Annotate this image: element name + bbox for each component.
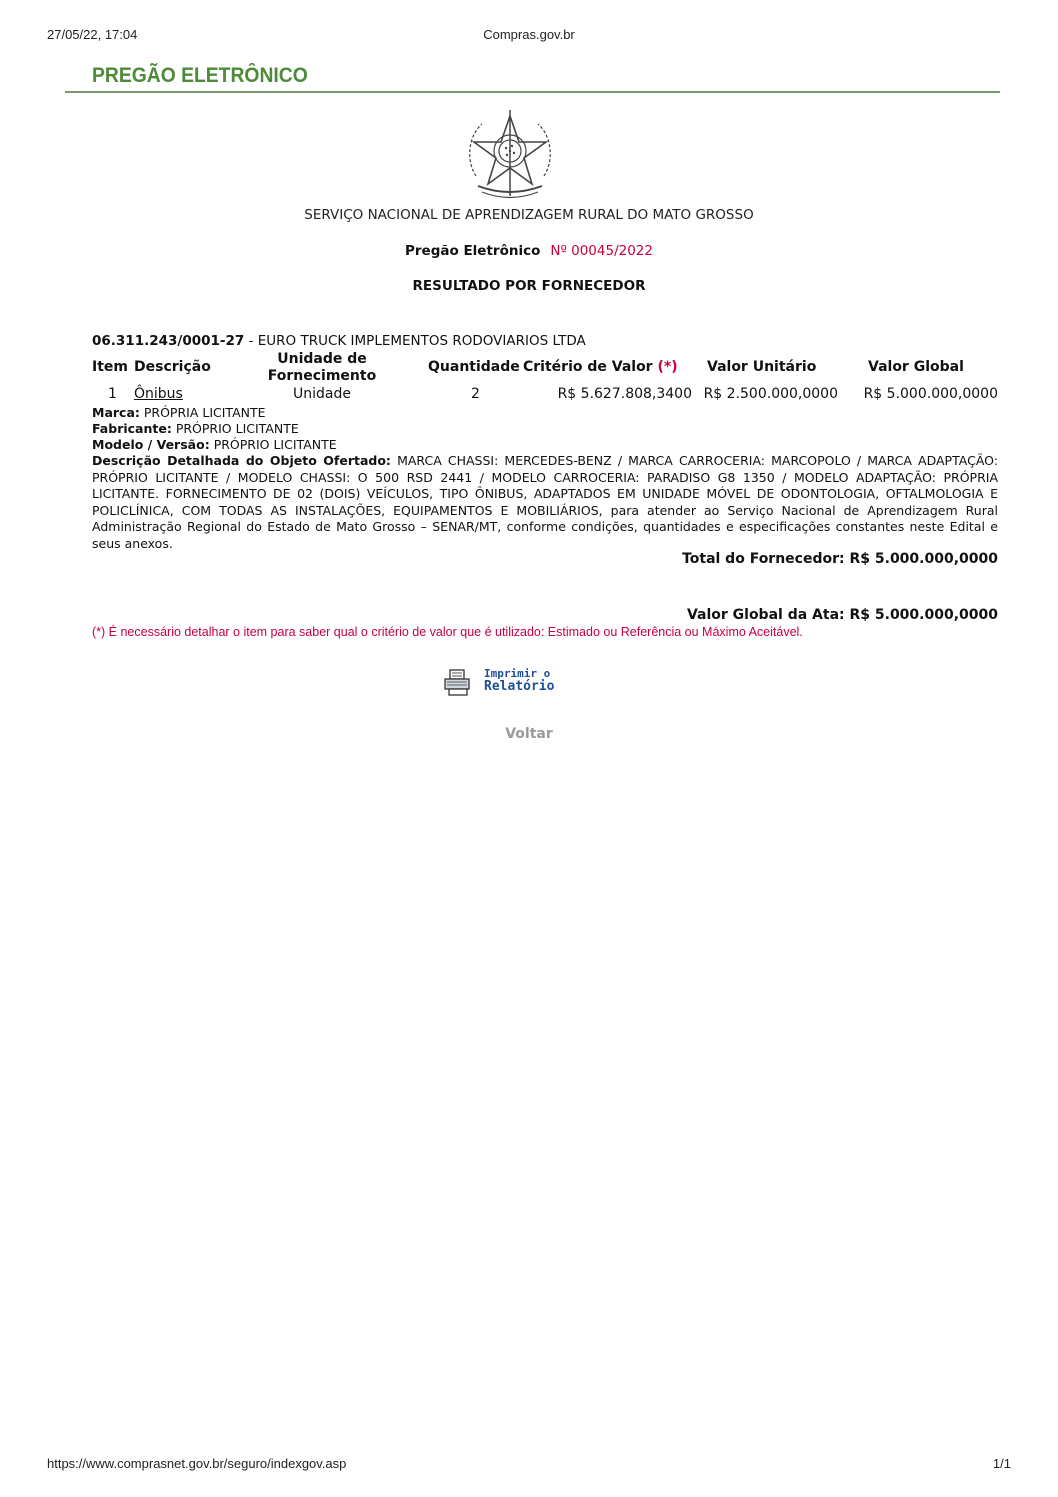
detail-descricao-value: MARCA CHASSI: MERCEDES-BENZ / MARCA CARROCERIA: MARCOPOLO / MARCA ADAPTAÇÃO: PRÓPRIO LICITANTE / MODELO CHASSI: O 500 RSD 2441 / MODELO CARROCERIA: PARADISO G8 1350 / MODELO ADAPTAÇÃO: PRÓPRIA LICITANTE. FORNECIMENTO DE 02 (DOIS) VEÍCULOS, TIPO ÔNIBUS, ADAPTADOS EM UNIDADE MÓVEL DE ODONTOLOGIA, OFTALMOLOGIA E POLICLÍNICA, COM TODAS AS INSTALAÇÕES, EQUIPAMENTOS E MOBILIÁRIOS, para atender ao Serviço Nacional de Aprendizagem Rural Administração Regional do Estado de Mato Grosso – SENAR/MT, conforme condições, quantidades e especificações constantes neste Edital e seus anexos. <box>92 453 998 551</box>
row-criterio-valor: R$ 5.627.808,3400 <box>557 386 692 402</box>
row-quantidade: 2 <box>471 386 480 402</box>
row-item-description-link[interactable]: Ônibus <box>134 386 183 402</box>
col-header-quantidade: Quantidade <box>428 359 520 375</box>
valor-global-ata: Valor Global da Ata: R$ 5.000.000,0000 <box>686 607 998 623</box>
col-header-descricao: Descrição <box>134 359 211 375</box>
row-valor-global: R$ 5.000.000,0000 <box>863 386 998 402</box>
detail-fabricante-value: PRÓPRIO LICITANTE <box>175 421 299 436</box>
footer-page-number: 1/1 <box>992 1456 1011 1471</box>
supplier-separator: - <box>244 333 258 349</box>
detail-marca-value: PRÓPRIA LICITANTE <box>143 405 266 420</box>
detail-marca-label: Marca: <box>92 405 140 420</box>
detail-descricao-label: Descrição Detalhada do Objeto Ofertado: <box>92 453 391 468</box>
result-title: RESULTADO POR FORNECEDOR <box>412 278 646 294</box>
supplier-line <box>92 333 586 349</box>
supplier-cnpj: 06.311.243/0001-27 <box>92 333 245 349</box>
pregao-line <box>0 243 1058 259</box>
criterio-footnote: (*) É necessário detalhar o item para saber qual o critério de valor que é utilizado: Estimado ou Referência ou Máximo Aceitável. <box>92 625 803 639</box>
coat-of-arms-icon <box>462 106 558 204</box>
detail-modelo-value: PRÓPRIO LICITANTE <box>213 437 337 452</box>
detail-marca <box>92 405 266 421</box>
print-report-button[interactable] <box>443 664 558 700</box>
supplier-name: EURO TRUCK IMPLEMENTOS RODOVIARIOS LTDA <box>257 333 586 349</box>
col-header-unidade-line2: Fornecimento <box>267 368 377 384</box>
col-header-valor-global: Valor Global <box>868 359 964 375</box>
organization-name: SERVIÇO NACIONAL DE APRENDIZAGEM RURAL DO MATO GROSSO <box>304 207 754 223</box>
back-button[interactable]: Voltar <box>505 726 553 742</box>
row-unidade: Unidade <box>293 386 351 402</box>
row-valor-unitario: R$ 2.500.000,0000 <box>703 386 838 402</box>
col-header-unidade <box>257 351 387 385</box>
total-fornecedor: Total do Fornecedor: R$ 5.000.000,0000 <box>682 551 998 567</box>
col-header-criterio-label: Critério de Valor <box>523 359 653 375</box>
detail-descricao <box>92 453 998 552</box>
title-divider <box>65 91 1000 93</box>
criterio-footnote-mark: (*) <box>657 359 678 375</box>
col-header-unidade-line1: Unidade de <box>277 351 367 367</box>
print-report-line2: Relatório <box>484 679 555 694</box>
pregao-number: Nº 00045/2022 <box>550 243 653 259</box>
detail-modelo-label: Modelo / Versão: <box>92 437 210 452</box>
print-report-line1: Imprimir o <box>484 667 551 680</box>
page-title: PREGÃO ELETRÔNICO <box>92 64 308 87</box>
detail-modelo <box>92 437 337 453</box>
print-site-name: Compras.gov.br <box>483 27 575 42</box>
detail-fabricante-label: Fabricante: <box>92 421 172 436</box>
detail-fabricante <box>92 421 299 437</box>
print-datetime: 27/05/22, 17:04 <box>47 27 138 42</box>
row-item-number: 1 <box>108 386 117 402</box>
pregao-label: Pregão Eletrônico <box>405 243 541 259</box>
col-header-valor-unitario: Valor Unitário <box>707 359 817 375</box>
printer-icon <box>443 668 473 698</box>
footer-url: https://www.comprasnet.gov.br/seguro/indexgov.asp <box>47 1456 347 1471</box>
col-header-item: Item <box>92 359 128 375</box>
print-report-label <box>484 667 554 693</box>
col-header-criterio <box>523 359 678 376</box>
